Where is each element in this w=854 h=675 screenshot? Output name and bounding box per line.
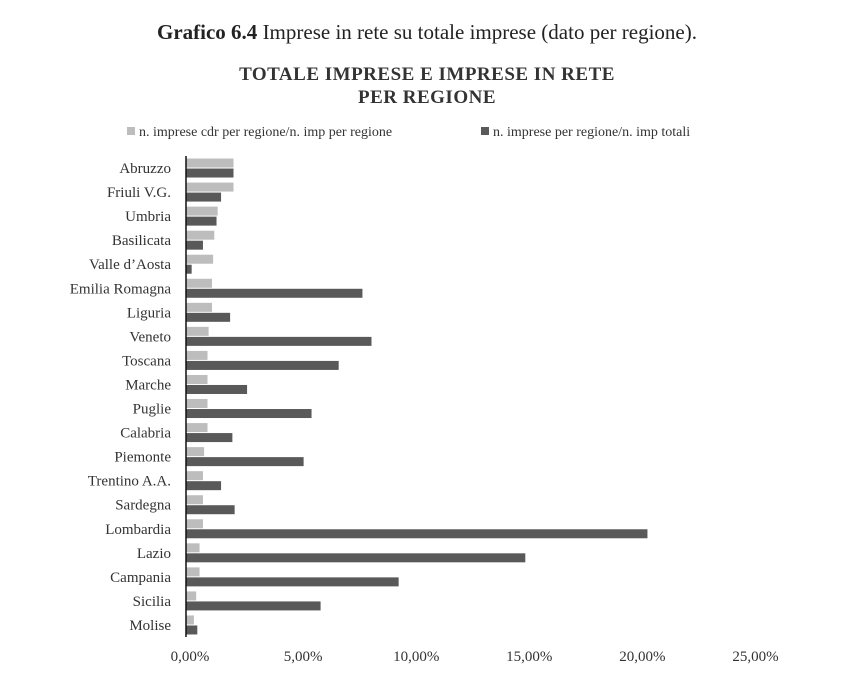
bar-cdr [186,351,207,360]
bar-cdr [186,423,207,432]
bar-total [186,577,399,586]
legend-swatch-0 [127,127,135,135]
bar-cdr [186,567,200,576]
bar-cdr [186,327,209,336]
legend-label-1: n. imprese per regione/n. imp totali [493,125,691,140]
bar-total [186,361,339,370]
bar-total [186,241,203,250]
category-label: Calabria [120,425,171,442]
bar-total [186,601,321,610]
bar-total [186,625,197,634]
x-tick-label: 5,00% [283,649,323,665]
category-label: Molise [129,617,171,634]
chart-title-line1: TOTALE IMPRESE E IMPRESE IN RETE [239,64,615,85]
bar-cdr [186,471,203,480]
category-label: Piemonte [114,449,171,466]
bar-total [186,553,525,562]
bar-cdr [186,231,214,240]
bar-total [186,481,221,490]
x-tick-label: 15,00% [506,649,553,665]
bar-cdr [186,447,204,456]
bar-total [186,193,221,202]
bar-cdr [186,543,200,552]
category-label: Sicilia [132,593,171,610]
bar-total [186,265,192,274]
legend-label-0: n. imprese cdr per regione/n. imp per regione [139,125,393,140]
bar-cdr [186,207,218,216]
bar-cdr [186,591,196,600]
category-label: Liguria [126,305,171,322]
bar-cdr [186,303,212,312]
category-label: Lazio [136,545,171,562]
bar-cdr [186,519,203,528]
x-tick-label: 25,00% [732,649,779,665]
bar-cdr [186,279,212,288]
category-label: Sardegna [115,497,171,514]
category-label: Campania [110,569,171,586]
bar-cdr [186,399,207,408]
bar-total [186,505,235,514]
bar-cdr [186,375,207,384]
category-label: Toscana [122,353,171,370]
category-label: Umbria [125,209,171,226]
category-label: Valle d’Aosta [88,257,171,274]
category-label: Lombardia [105,521,171,538]
bar-cdr [186,615,194,624]
bar-total [186,217,217,226]
bar-total [186,457,304,466]
x-tick-label: 0,00% [170,649,210,665]
category-label: Veneto [129,329,171,346]
bar-total [186,433,232,442]
legend-swatch-1 [481,127,489,135]
caption-text: Imprese in rete su totale imprese (dato per regione). [257,20,697,44]
category-label: Trentino A.A. [87,473,171,490]
bar-total [186,337,371,346]
chart-title-line2: PER REGIONE [358,87,496,108]
category-label: Basilicata [111,233,171,250]
bar-cdr [186,183,234,192]
bar-total [186,409,312,418]
bar-total [186,289,362,298]
x-tick-label: 10,00% [393,649,440,665]
x-tick-label: 20,00% [619,649,666,665]
bar-total [186,169,234,178]
category-label: Emilia Romagna [69,281,171,298]
bar-cdr [186,255,213,264]
bar-cdr [186,495,203,504]
bar-total [186,529,647,538]
category-label: Friuli V.G. [106,185,171,202]
category-label: Marche [125,377,171,394]
bar-total [186,385,247,394]
bar-total [186,313,230,322]
category-label: Abruzzo [119,161,171,178]
caption-prefix: Grafico 6.4 [157,20,258,44]
category-label: Puglie [132,401,171,418]
bar-cdr [186,159,234,168]
